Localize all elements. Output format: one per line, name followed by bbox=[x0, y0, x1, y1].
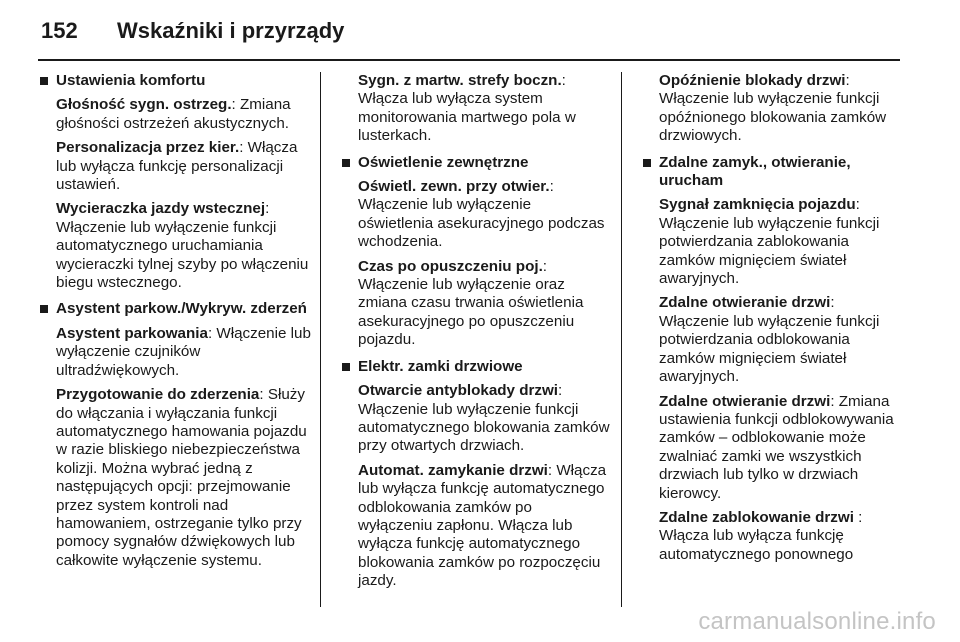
setting-name: Asystent parkowania bbox=[56, 324, 208, 342]
bullet-square-icon bbox=[40, 77, 48, 85]
setting-name: Otwarcie antyblokady drzwi bbox=[358, 382, 559, 400]
setting-description: : Włącza lub wyłącza funkcję automatycznego ponownego bbox=[659, 508, 863, 563]
setting-description: : Włączenie lub wyłączenie funkcji automatycznego blokowania zamków przy otwartych drzwiach. bbox=[358, 382, 610, 455]
setting-entry bbox=[38, 96, 312, 133]
section-heading bbox=[38, 72, 312, 90]
setting-entry bbox=[641, 72, 903, 146]
setting-name: Personalizacja przez kier. bbox=[56, 139, 240, 157]
header-divider bbox=[38, 59, 900, 61]
section-heading bbox=[38, 300, 312, 318]
setting-name: Zdalne zablokowanie drzwi bbox=[659, 508, 854, 526]
setting-entry bbox=[641, 294, 903, 386]
section-title: Elektr. zamki drzwiowe bbox=[358, 357, 523, 375]
section-title: Zdalne zamyk., otwieranie, urucham bbox=[659, 153, 851, 190]
setting-entry bbox=[340, 72, 610, 146]
bullet-square-icon bbox=[342, 159, 350, 167]
setting-name: Wycieraczka jazdy wstecznej bbox=[56, 200, 266, 218]
page-header bbox=[41, 18, 344, 48]
setting-description: : Włączenie lub wyłączenie oświetlenia asekuracyjnego podczas wchodzenia. bbox=[358, 178, 605, 251]
setting-name: Głośność sygn. ostrzeg. bbox=[56, 96, 232, 114]
setting-description: : Włączenie lub wyłączenie oraz zmiana czasu trwania oświetlenia asekuracyjnego po opuszczeniu pojazdu. bbox=[358, 257, 584, 349]
setting-description: : Służy do włączania i wyłączania funkcji automatycznego hamowania pojazdu w razie bliskiego niebezpieczeństwa kolizji. Można wybrać jedną z następujących opcji: przejmowanie przez system kontroli nad hamowaniem, ostrzeganie tylko przy pomocy sygnałów dźwiękowych lub całkowite wyłączenie systemu. bbox=[56, 386, 307, 569]
column-divider-2 bbox=[621, 72, 622, 607]
setting-description: : Zmiana głośności ostrzeżeń akustycznych. bbox=[56, 96, 291, 132]
setting-name: Zdalne otwieranie drzwi bbox=[659, 392, 831, 410]
setting-entry bbox=[340, 178, 610, 252]
text-column-3 bbox=[641, 72, 903, 564]
setting-entry bbox=[340, 462, 610, 591]
section-title: Ustawienia komfortu bbox=[56, 72, 206, 89]
setting-description: : Włączenie lub wyłączenie czujników ultradźwiękowych. bbox=[56, 324, 311, 379]
setting-name: Zdalne otwieranie drzwi bbox=[659, 294, 831, 312]
section-title: Asystent parkow./Wykryw. zderzeń bbox=[56, 300, 307, 318]
setting-name: Opóźnienie blokady drzwi bbox=[659, 72, 846, 89]
page-number: 152 bbox=[41, 18, 78, 43]
setting-description: : Włącza lub wyłącza funkcję personalizacji ustawień. bbox=[56, 139, 298, 194]
bullet-square-icon bbox=[40, 305, 48, 313]
setting-entry bbox=[340, 258, 610, 350]
setting-description: : Włączenie lub wyłączenie funkcji automatycznego uruchamiania wycieraczki tylnej szyby po włączeniu biegu wstecznego. bbox=[56, 200, 309, 292]
setting-description: : Włączenie lub wyłączenie funkcji opóźnionego blokowania zamków drzwiowych. bbox=[659, 72, 887, 145]
bullet-square-icon bbox=[643, 159, 651, 167]
setting-entry bbox=[641, 509, 903, 564]
setting-name: Oświetl. zewn. przy otwier. bbox=[358, 178, 550, 196]
watermark: carmanualsonline.info bbox=[698, 608, 936, 635]
text-column-1 bbox=[38, 72, 312, 570]
setting-entry bbox=[641, 196, 903, 288]
setting-description: : Włącza lub wyłącza funkcję automatycznego odblokowania zamków po wyłączeniu zapłonu. Włącza lub wyłącza funkcję automatycznego blokowania zamków po rozpoczęciu jazdy. bbox=[358, 461, 607, 590]
setting-description: : Włącza lub wyłącza system monitorowania martwego pola w lusterkach. bbox=[358, 72, 576, 145]
setting-description: : Zmiana ustawienia funkcji odblokowywania zamków – odblokowanie może zwalniać zamki we wszystkich drzwiach lub tylko w drzwiach kierowcy. bbox=[659, 392, 894, 502]
setting-entry bbox=[641, 393, 903, 503]
setting-entry bbox=[38, 325, 312, 380]
bullet-square-icon bbox=[342, 363, 350, 371]
setting-entry bbox=[38, 386, 312, 570]
section-title: Oświetlenie zewnętrzne bbox=[358, 153, 529, 171]
setting-name: Sygn. z martw. strefy boczn. bbox=[358, 72, 562, 89]
text-column-2 bbox=[340, 72, 610, 591]
section-heading bbox=[340, 154, 610, 172]
setting-entry bbox=[38, 139, 312, 194]
setting-entry bbox=[38, 200, 312, 292]
section-heading bbox=[340, 358, 610, 376]
setting-name: Przygotowanie do zderzenia bbox=[56, 386, 260, 404]
setting-name: Sygnał zamknięcia pojazdu bbox=[659, 196, 856, 214]
column-divider-1 bbox=[320, 72, 321, 607]
setting-entry bbox=[340, 382, 610, 456]
setting-name: Automat. zamykanie drzwi bbox=[358, 461, 548, 479]
setting-description: : Włączenie lub wyłączenie funkcji potwierdzania odblokowania zamków mignięciem świateł awaryjnych. bbox=[659, 294, 880, 386]
page-title: Wskaźniki i przyrządy bbox=[117, 18, 345, 43]
section-heading bbox=[641, 154, 903, 191]
setting-name: Czas po opuszczeniu poj. bbox=[358, 257, 543, 275]
setting-description: : Włączenie lub wyłączenie funkcji potwierdzania zablokowania zamków mignięciem świateł awaryjnych. bbox=[659, 196, 880, 288]
